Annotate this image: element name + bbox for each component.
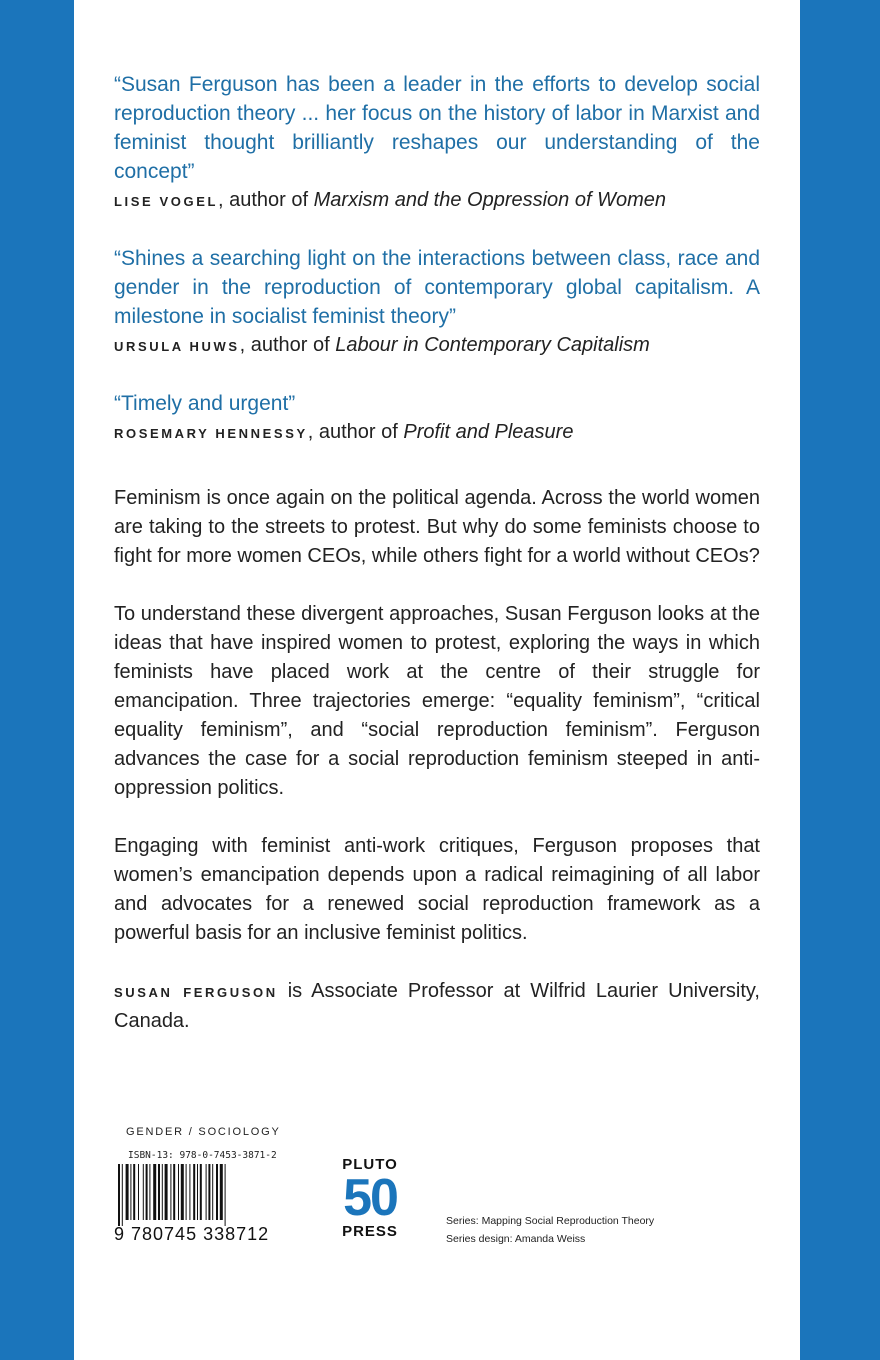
endorsement-quote: “Timely and urgent” xyxy=(114,392,296,415)
logo-top-text: PLUTO xyxy=(342,1156,398,1173)
endorser-work: Labour in Contemporary Capitalism xyxy=(335,334,650,356)
barcode-number: 9 780745 338712 xyxy=(114,1224,270,1244)
endorsement-attribution: LISE VOGEL, author of Marxism and the Oppression of Women xyxy=(114,189,667,211)
back-cover xyxy=(74,0,800,1360)
blurb-paragraph-1: Feminism is once again on the political agenda. Across the world women are taking to the streets to protest. But why do some feminists choose to fight for more women CEOs, while others fight for a world without CEOs? xyxy=(114,487,760,567)
endorser-work: Profit and Pleasure xyxy=(403,421,574,443)
blurb-paragraph-2: To understand these divergent approaches, Susan Ferguson looks at the ideas that have inspired women to protest, exploring the ways in which feminists have placed work at the centre of their struggle for emancipation. Three trajectories emerge: “equality feminism”, “critical equality feminism”, and “social reproduction feminism”. Ferguson advances the case for a social reproduction feminism steeped in anti-oppression politics. xyxy=(114,603,760,799)
isbn-label: ISBN-13: 978-0-7453-3871-2 xyxy=(128,1150,277,1161)
endorser-name: URSULA HUWS xyxy=(114,339,240,354)
blurb-paragraph-3: Engaging with feminist anti-work critiques, Ferguson proposes that women’s emancipation depends upon a radical reimagining of all labor and advocates for a renewed social reproduction framework as a powerful basis for an inclusive feminist politics. xyxy=(114,835,760,944)
subject-category: GENDER / SOCIOLOGY xyxy=(126,1126,281,1138)
series-designer: Series design: Amanda Weiss xyxy=(446,1233,586,1245)
logo-number: 50 xyxy=(343,1169,397,1227)
publisher-logo xyxy=(326,1156,414,1240)
endorsement-attribution: ROSEMARY HENNESSY, author of Profit and Pleasure xyxy=(114,421,574,443)
cover-footer xyxy=(114,1120,760,1260)
author-name: SUSAN FERGUSON xyxy=(114,985,278,1000)
series-title: Series: Mapping Social Reproduction Theory xyxy=(446,1215,655,1227)
endorsement-quote: “Susan Ferguson has been a leader in the efforts to develop social reproduction theory ... her focus on the history of labor in Marxist and feminist thought brilliantly reshapes our understanding of the concept” xyxy=(114,73,760,183)
endorser-work: Marxism and the Oppression of Women xyxy=(313,189,667,211)
endorsement-attribution: URSULA HUWS, author of Labour in Contemporary Capitalism xyxy=(114,334,650,356)
endorser-name: LISE VOGEL xyxy=(114,194,219,209)
author-bio: SUSAN FERGUSON is Associate Professor at Wilfrid Laurier University, Canada. xyxy=(114,980,760,1032)
cover-text xyxy=(114,70,760,1036)
barcode xyxy=(116,1164,276,1226)
endorsement-2 xyxy=(114,244,760,361)
endorsement-1 xyxy=(114,70,760,216)
series-info xyxy=(446,1212,654,1248)
logo-bottom-text: PRESS xyxy=(342,1223,398,1240)
endorser-name: ROSEMARY HENNESSY xyxy=(114,426,308,441)
endorsement-quote: “Shines a searching light on the interactions between class, race and gender in the reproduction of contemporary global capitalism. A milestone in socialist feminist theory” xyxy=(114,247,760,328)
endorsement-3 xyxy=(114,389,760,448)
